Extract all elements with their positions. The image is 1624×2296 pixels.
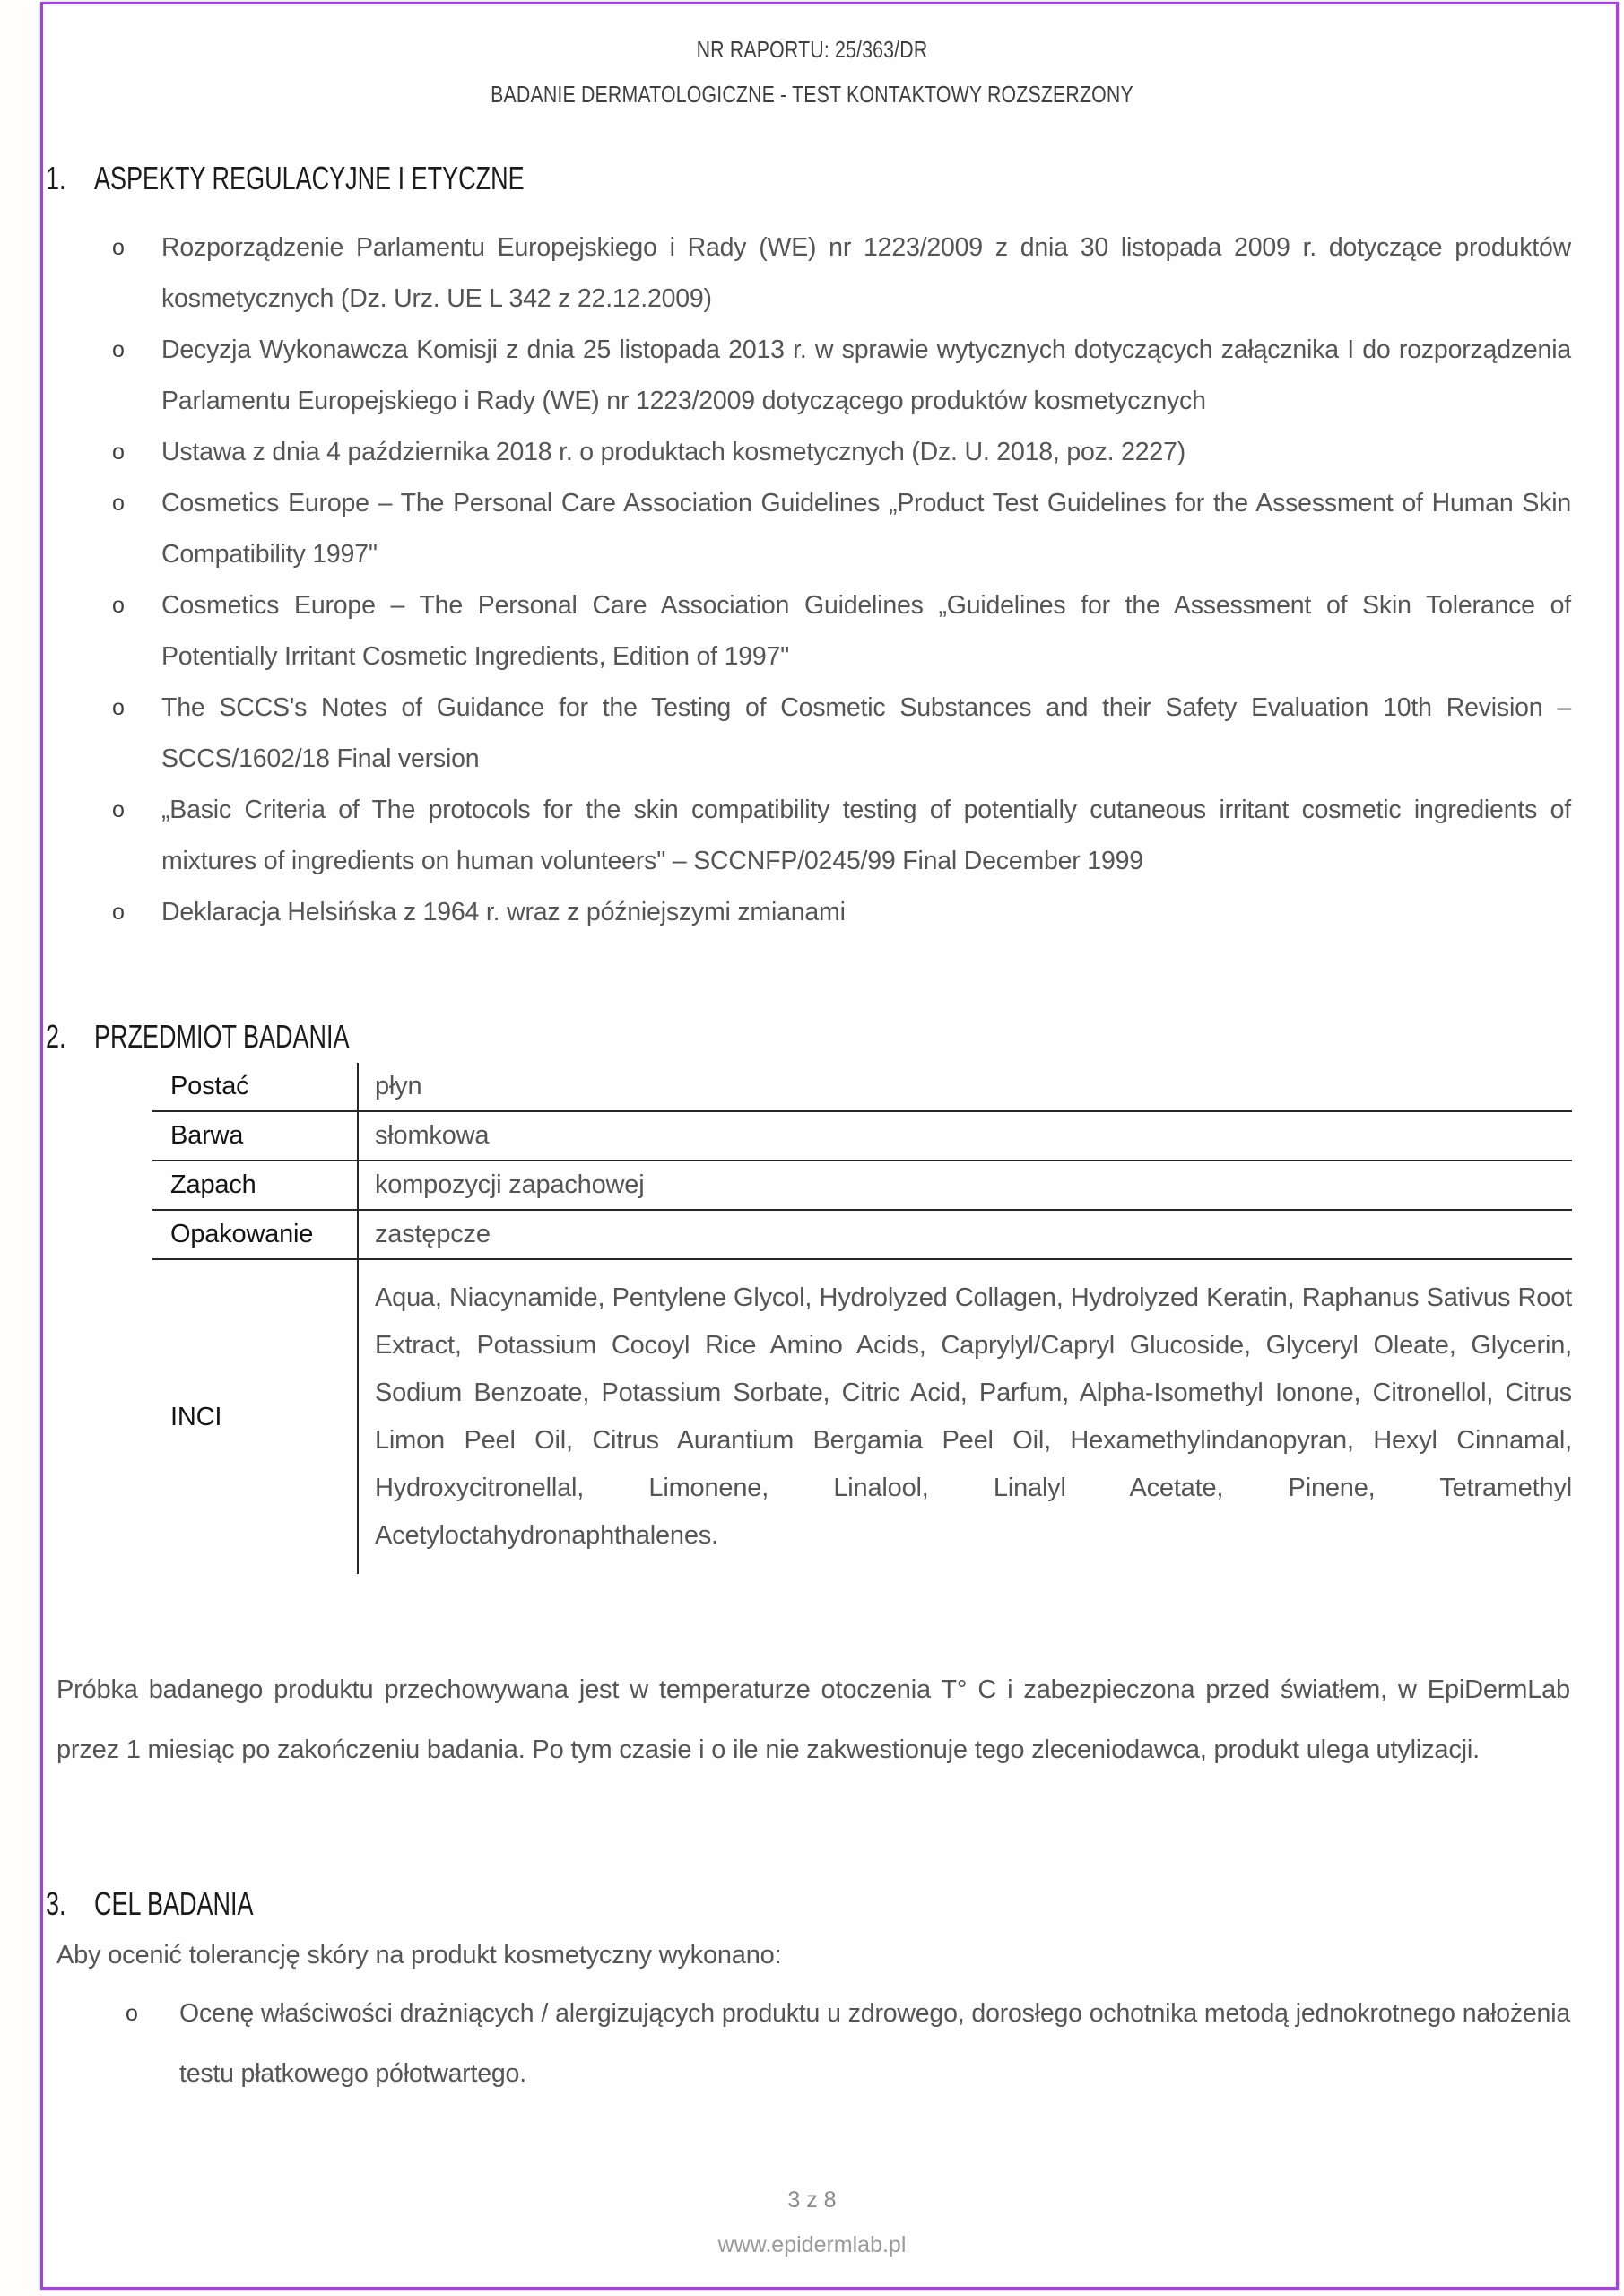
goal-list — [126, 1984, 1570, 2104]
list-item — [109, 580, 1571, 683]
list-item — [109, 325, 1571, 427]
list-item-text: Cosmetics Europe – The Personal Care Association Guidelines „Guidelines for the Assessment of Skin Tolerance of Potentially Irritant Cosmetic Ingredients, Edition of 1997" — [161, 591, 1571, 671]
website-link[interactable]: www.epidermlab.pl — [717, 2232, 907, 2257]
row-label: Barwa — [152, 1112, 359, 1160]
row-value: słomkowa — [375, 1121, 490, 1150]
list-item — [126, 1984, 1570, 2104]
bullet-marker: o — [112, 439, 125, 465]
list-item — [109, 683, 1571, 785]
list-item-text: Deklaracja Helsińska z 1964 r. wraz z późniejszymi zmianami — [161, 898, 846, 926]
list-item-text: „Basic Criteria of The protocols for the skin compatibility testing of potentially cutaneous irritant cosmetic ingredients of mixtures of ingredients on human volunteers" – SCCNFP/0245/99 Final December 1999 — [161, 796, 1571, 875]
bullet-marker: o — [112, 491, 125, 516]
report-title: BADANIE DERMATOLOGICZNE - TEST KONTAKTOWY ROZSZERZONY — [491, 81, 1133, 108]
report-header — [146, 27, 1478, 117]
goal-intro: Aby ocenić tolerancję skóry na produkt kosmetyczny wykonano: — [56, 1941, 782, 1970]
inci-row — [152, 1260, 1572, 1574]
list-item — [109, 222, 1571, 325]
row-label: INCI — [152, 1260, 359, 1574]
table-row — [152, 1161, 1572, 1211]
bullet-marker: o — [112, 235, 125, 260]
report-number: NR RAPORTU: 25/363/DR — [696, 36, 928, 63]
list-item — [109, 785, 1571, 887]
bullet-marker: o — [112, 900, 125, 925]
table-row — [152, 1112, 1572, 1161]
row-label: Zapach — [152, 1161, 359, 1209]
regulatory-list — [109, 222, 1571, 938]
list-item-text: Ustawa z dnia 4 października 2018 r. o produktach kosmetycznych (Dz. U. 2018, poz. 2227) — [161, 438, 1186, 466]
row-label: Postać — [152, 1063, 359, 1110]
section-number: 2. — [46, 1018, 66, 1055]
list-item-text: The SCCS's Notes of Guidance for the Testing of Cosmetic Substances and their Safety Evaluation 10th Revision – SCCS/1602/18 Final version — [161, 693, 1571, 773]
bullet-marker: o — [112, 593, 125, 618]
bullet-marker: o — [112, 797, 125, 822]
row-value: płyn — [375, 1072, 422, 1100]
page-number: 3 z 8 — [787, 2187, 837, 2213]
table-row — [152, 1063, 1572, 1112]
row-value: kompozycji zapachowej — [375, 1170, 645, 1199]
bullet-marker: o — [112, 695, 125, 720]
section-title: ASPEKTY REGULACYJNE I ETYCZNE — [94, 160, 525, 196]
subject-table — [152, 1063, 1572, 1574]
row-value: Aqua, Niacynamide, Pentylene Glycol, Hydrolyzed Collagen, Hydrolyzed Keratin, Raphanus Sativus Root Extract, Potassium Cocoyl Rice Amino Acids, Caprylyl/Capryl Glucoside, Glyceryl Oleate, Glycerin, Sodium Benzoate, Potassium Sorbate, Citric Acid, Parfum, Alpha-Isomethyl Ionone, Citronellol, Citrus Limon Peel Oil, Citrus Aurantium Bergamia Peel Oil, Hexamethylindanopyran, Hexyl Cinnamal, Hydroxycitronellal, Limonene, Linalool, Linalyl Acetate, Pinene, Tetramethyl Acetyloctahydronaphthalenes. — [375, 1283, 1572, 1550]
list-item — [109, 478, 1571, 580]
page-footer — [0, 2178, 1624, 2267]
list-item-text: Decyzja Wykonawcza Komisji z dnia 25 listopada 2013 r. w sprawie wytycznych dotyczących załącznika I do rozporządzenia Parlamentu Europejskiego i Rady (WE) nr 1223/2009 dotyczącego produktów kosmetycznych — [161, 335, 1571, 415]
list-item — [109, 427, 1571, 478]
list-item-text: Cosmetics Europe – The Personal Care Association Guidelines „Product Test Guidelines for the Assessment of Human Skin Compatibility 1997" — [161, 489, 1571, 569]
section-number: 3. — [46, 1885, 66, 1922]
table-row — [152, 1211, 1572, 1260]
list-item — [109, 887, 1571, 938]
row-label: Opakowanie — [152, 1211, 359, 1258]
section-title: PRZEDMIOT BADANIA — [94, 1018, 350, 1055]
section-number: 1. — [46, 160, 66, 196]
section-subject-heading — [46, 1016, 350, 1057]
storage-paragraph: Próbka badanego produktu przechowywana jest w temperaturze otoczenia T° C i zabezpieczona przed światłem, w EpiDermLab przez 1 miesiąc po zakończeniu badania. Po tym czasie i o ile nie zakwestionuje tego zleceniodawca, produkt ulega utylizacji. — [56, 1675, 1570, 1764]
bullet-marker: o — [112, 337, 125, 362]
section-regulatory-heading — [46, 158, 525, 199]
list-item-text: Ocenę właściwości drażniących / alergizujących produktu u zdrowego, dorosłego ochotnika metodą jednokrotnego nałożenia testu płatkowego półotwartego. — [179, 1999, 1570, 2088]
row-value: zastępcze — [375, 1220, 491, 1248]
section-title: CEL BADANIA — [94, 1885, 254, 1922]
section-goal-heading — [46, 1883, 254, 1925]
bullet-marker: o — [126, 2001, 138, 2026]
list-item-text: Rozporządzenie Parlamentu Europejskiego i Rady (WE) nr 1223/2009 z dnia 30 listopada 2009 r. dotyczące produktów kosmetycznych (Dz. Urz. UE L 342 z 22.12.2009) — [161, 233, 1571, 313]
